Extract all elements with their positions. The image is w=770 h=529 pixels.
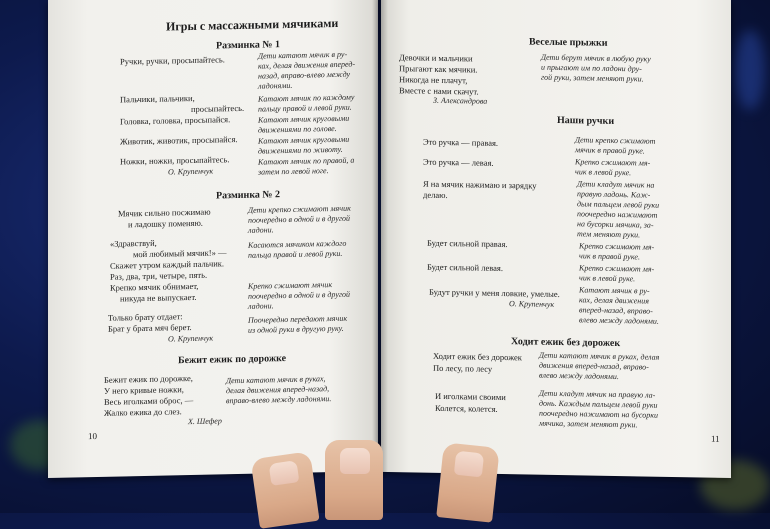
poem-author: О. Крупенчук bbox=[509, 299, 555, 309]
note-line: Катают мячик круговыми bbox=[258, 113, 350, 125]
note-line: Дети кладут мячик на bbox=[577, 179, 655, 190]
note-line: движения вперед-назад, вправо- bbox=[539, 360, 649, 372]
poem-line: Головка, головка, просыпайся. bbox=[120, 114, 231, 127]
poem-line: Будут ручки у меня ловкие, умелые. bbox=[429, 286, 560, 300]
poem-line: Это ручка — левая. bbox=[423, 156, 494, 168]
poem-line: Бежит ежик по дорожке, bbox=[104, 372, 193, 385]
note-line: вправо-влево между ладонями. bbox=[226, 394, 332, 406]
poem-author: О. Крупенчук bbox=[168, 166, 214, 177]
poem-line: просыпайтесь. bbox=[191, 102, 245, 115]
note-line: поочередно нажимают bbox=[577, 209, 658, 220]
poem-line: «Здравствуй, bbox=[110, 237, 157, 249]
note-line: на бусорки мячика, за- bbox=[577, 219, 654, 230]
right-page bbox=[381, 0, 731, 478]
poem-line: Это ручка — правая. bbox=[423, 136, 499, 148]
note-line: Касаются мячиком каждого bbox=[248, 238, 347, 250]
poem-author: Х. Шефер bbox=[188, 416, 222, 427]
note-line: мячика, затем меняют руки. bbox=[539, 418, 638, 430]
note-line: ках, делая движения bbox=[579, 295, 649, 306]
note-line: Катают мячик в ру- bbox=[579, 285, 650, 296]
note-line: поочередно в одной и в другой bbox=[248, 213, 350, 225]
poem-line: Животик, животик, просыпайся. bbox=[120, 134, 238, 147]
note-line: Дети катают мячик в руках, делая bbox=[539, 350, 660, 362]
poem-line: Будет сильной правая. bbox=[427, 237, 508, 250]
poem-line: Весь иголками оброс, — bbox=[104, 394, 194, 407]
poem-line: Мячик сильно посжимаю bbox=[118, 206, 211, 219]
poem-line: И иголками своими bbox=[435, 390, 506, 403]
note-line: ладони. bbox=[248, 301, 274, 311]
note-line: поочередно в одной и в другой bbox=[248, 289, 350, 301]
note-line: ладонями. bbox=[258, 80, 293, 91]
note-line: дым пальцем левой руки bbox=[577, 199, 660, 210]
poem-line: мой любимый мячик!» — bbox=[133, 247, 227, 260]
poem-line: Скажет утром каждый пальчик. bbox=[110, 258, 225, 271]
poem-line: Никогда не плачут, bbox=[399, 74, 468, 86]
section-heading-jumps: Веселые прыжки bbox=[529, 36, 608, 49]
poem-line: Ножки, ножки, просыпайтесь. bbox=[120, 154, 230, 167]
poem-line: Ручки, ручки, просыпайтесь. bbox=[120, 54, 225, 67]
note-line: влево между ладонями. bbox=[579, 315, 659, 326]
poem-line: никуда не выпускает. bbox=[120, 291, 197, 304]
section-heading-warmup-2: Разминка № 2 bbox=[216, 189, 280, 202]
poem-line: Брат у брата мяч берет. bbox=[108, 321, 192, 334]
section-heading-our-hands: Наши ручки bbox=[557, 114, 615, 127]
left-page bbox=[48, 0, 378, 478]
note-line: движениями по животу. bbox=[258, 144, 343, 156]
note-line: Дети катают мячик в ру- bbox=[258, 49, 348, 61]
note-line: Крепко сжимают мячик bbox=[248, 280, 333, 291]
note-line: Дети крепко сжимают bbox=[575, 135, 656, 146]
poem-line: Вместе с нами скачут. bbox=[399, 85, 479, 97]
note-line: из одной руки в другую руку. bbox=[248, 323, 344, 335]
poem-line: Жалко ежика до слез. bbox=[104, 406, 182, 418]
note-line: чик в левой руке. bbox=[579, 273, 636, 284]
note-line: делая движения вперед-назад, bbox=[226, 384, 330, 396]
poem-line: По лесу, по лесу bbox=[433, 362, 493, 374]
poem-line: Я на мячик нажимаю и зарядку bbox=[423, 178, 537, 191]
open-book bbox=[48, 0, 738, 478]
poem-line: Только брату отдает: bbox=[108, 311, 183, 323]
note-line: влево между ладонями. bbox=[539, 370, 619, 382]
note-line: чик в левой руке. bbox=[575, 167, 632, 178]
poem-line: и ладошку поменяю. bbox=[128, 217, 203, 230]
note-line: мячик в правой руке. bbox=[575, 145, 645, 156]
note-line: Поочередно передают мячик bbox=[248, 313, 348, 325]
note-line: Дети катают мячик в руках, bbox=[226, 374, 326, 386]
note-line: Катают мячик круговыми bbox=[258, 134, 350, 146]
poem-line: У него кривые ножки, bbox=[104, 384, 184, 396]
note-line: Дети берут мячик в любую руку bbox=[541, 52, 651, 64]
note-line: движениями по голове. bbox=[258, 123, 337, 135]
note-line: Крепко сжимают мя- bbox=[575, 157, 651, 168]
note-line: Крепко сжимают мя- bbox=[579, 263, 655, 274]
note-line: пальцу правой и левой руки. bbox=[258, 102, 352, 114]
poem-author: О. Крупенчук bbox=[168, 333, 214, 344]
note-line: Катают мячик по правой, а bbox=[258, 155, 355, 167]
note-line: поочередно нажимают на бусорки bbox=[539, 408, 658, 420]
poem-line: Девочки и мальчики bbox=[399, 52, 473, 64]
poem-line: Раз, два, три, четыре, пять. bbox=[110, 269, 208, 282]
note-line: чик в правой руке. bbox=[579, 251, 640, 262]
note-line: вперед-назад, вправо- bbox=[579, 305, 653, 316]
page-number: 11 bbox=[711, 433, 720, 444]
note-line: и прыгают им по ладони дру- bbox=[541, 62, 642, 74]
poem-line: делаю. bbox=[423, 189, 448, 201]
section-heading-hedgehog: Бежит ежик по дорожке bbox=[178, 353, 287, 367]
poem-line: Прыгают как мячики. bbox=[399, 63, 478, 75]
note-line: донь. Каждым пальцем левой руки bbox=[539, 398, 658, 410]
note-line: гой руки, затем меняют руки. bbox=[541, 72, 644, 84]
note-line: правую ладонь. Каж- bbox=[577, 189, 651, 200]
note-line: ках, делая движения вперед- bbox=[258, 59, 356, 71]
poem-author: З. Александрова bbox=[433, 95, 488, 106]
left-page-title: Игры с массажными мячиками bbox=[166, 15, 339, 34]
poem-line: Пальчики, пальчики, bbox=[120, 92, 195, 105]
note-line: назад, вправо-влево между bbox=[258, 69, 351, 81]
poem-line: Колется, колется. bbox=[435, 402, 498, 414]
note-line: Дети крепко сжимают мячик bbox=[248, 203, 351, 215]
note-line: Катают мячик по каждому bbox=[258, 92, 355, 104]
note-line: Дети кладут мячик на правую ла- bbox=[539, 388, 656, 400]
note-line: тем меняют руки. bbox=[577, 229, 641, 240]
poem-line: Ходит ежик без дорожек bbox=[433, 350, 522, 363]
book-gutter bbox=[372, 0, 388, 478]
note-line: пальца правой и левой руки. bbox=[248, 248, 343, 260]
note-line: Крепко сжимают мя- bbox=[579, 241, 655, 252]
note-line: ладони. bbox=[248, 225, 274, 235]
page-number: 10 bbox=[88, 430, 97, 442]
section-heading-warmup-1: Разминка № 1 bbox=[216, 39, 280, 52]
poem-line: Крепко мячик обнимает, bbox=[110, 280, 199, 293]
section-heading-hedgehog-no-paths: Ходит ежик без дорожек bbox=[511, 336, 621, 350]
poem-line: Будет сильной левая. bbox=[427, 261, 503, 274]
note-line: затем по левой ноге. bbox=[258, 166, 329, 177]
